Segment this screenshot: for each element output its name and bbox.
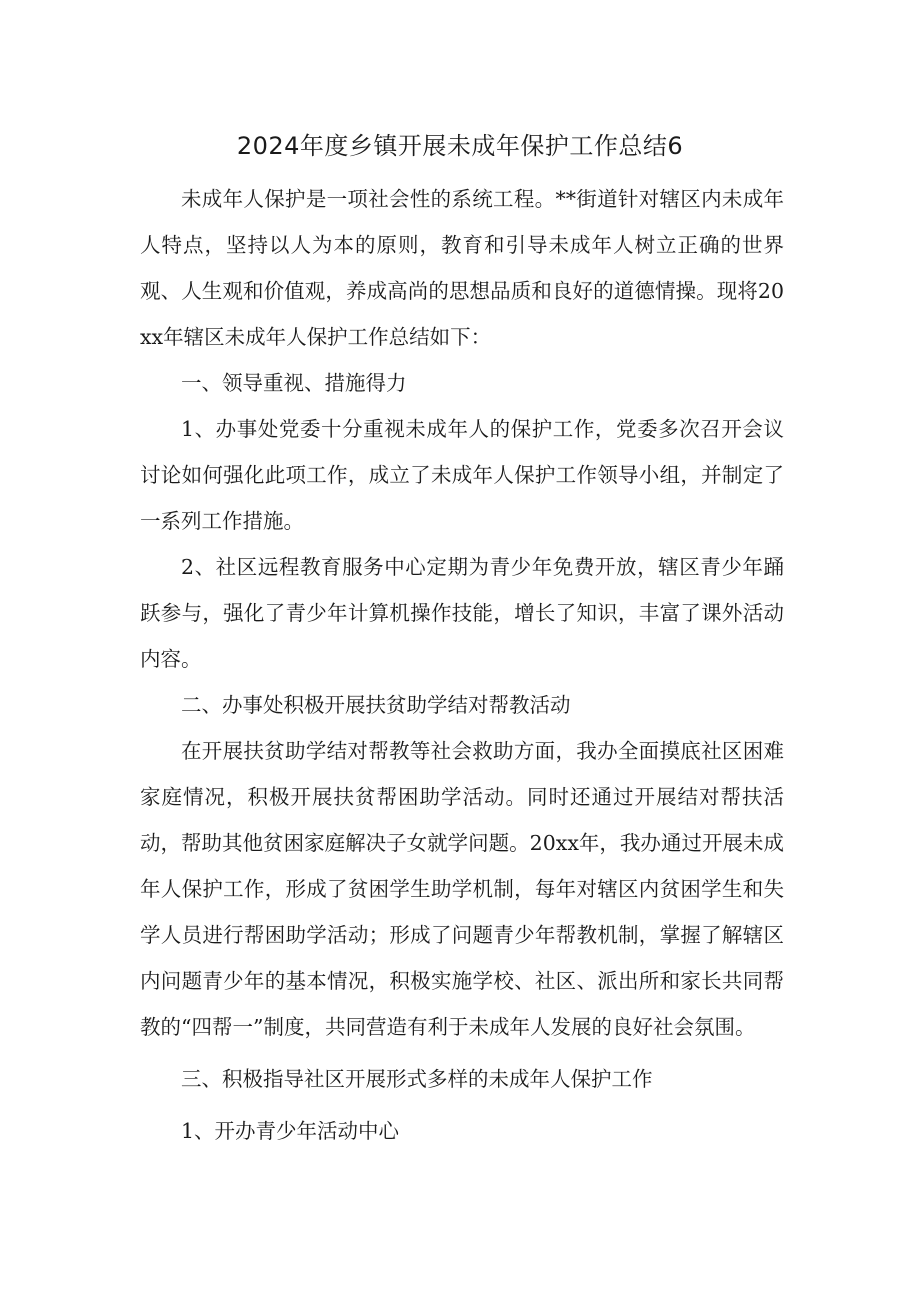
document-title: 2024年度乡镇开展未成年保护工作总结6: [236, 132, 684, 160]
section-1-item-2: 2、社区远程教育服务中心定期为青少年免费开放，辖区青少年踊跃参与，强化了青少年计算机操作技能，增长了知识，丰富了课外活动内容。: [140, 555, 784, 671]
section-3-item-1: 1、开办青少年活动中心: [181, 1119, 400, 1143]
section-heading-3: 三、积极指导社区开展形式多样的未成年人保护工作: [181, 1067, 653, 1091]
section-heading-1: 一、领导重视、措施得力: [181, 371, 407, 395]
intro-paragraph: 未成年人保护是一项社会性的系统工程。**街道针对辖区内未成年人特点，坚持以人为本的原则，教育和引导未成年人树立正确的世界观、人生观和价值观，养成高尚的思想品质和良好的道德情操。现将20xx年辖区未成年人保护工作总结如下：: [140, 187, 784, 349]
section-heading-2: 二、办事处积极开展扶贫助学结对帮教活动: [181, 693, 571, 717]
document-body: [140, 176, 784, 1154]
section-1-item-1: 1、办事处党委十分重视未成年人的保护工作，党委多次召开会议讨论如何强化此项工作，成立了未成年人保护工作领导小组，并制定了一系列工作措施。: [140, 417, 784, 533]
section-2-paragraph: 在开展扶贫助学结对帮教等社会救助方面，我办全面摸底社区困难家庭情况，积极开展扶贫帮困助学活动。同时还通过开展结对帮扶活动，帮助其他贫困家庭解决子女就学问题。20xx年，我办通过开展未成年人保护工作，形成了贫困学生助学机制，每年对辖区内贫困学生和失学人员进行帮困助学活动；形成了问题青少年帮教机制，掌握了解辖区内问题青少年的基本情况，积极实施学校、社区、派出所和家长共同帮教的“四帮一”制度，共同营造有利于未成年人发展的良好社会氛围。: [140, 739, 784, 1039]
